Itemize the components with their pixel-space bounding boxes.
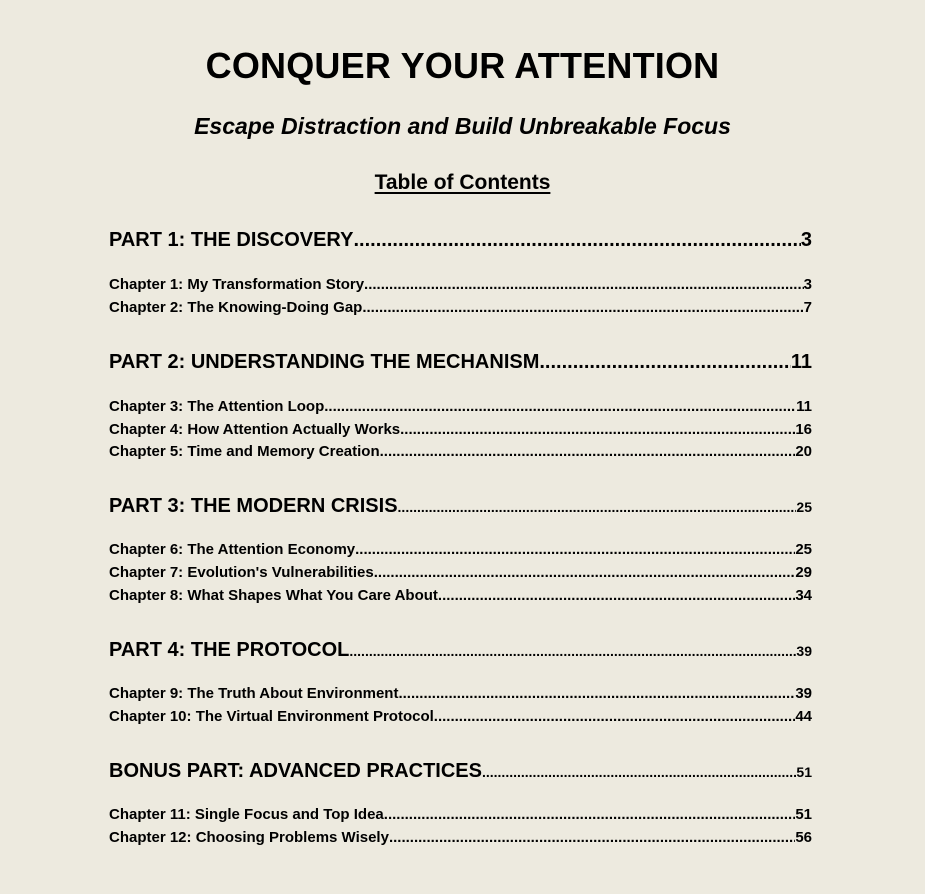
chapter-page-number: 51: [795, 806, 812, 823]
chapter-label: Chapter 4: How Attention Actually Works: [109, 421, 401, 438]
chapter-label: Chapter 1: My Transformation Story: [109, 276, 365, 293]
toc-part-2[interactable]: [109, 350, 812, 374]
chapter-label: Chapter 11: Single Focus and Top Idea: [109, 806, 384, 823]
chapter-label: Chapter 9: The Truth About Environment: [109, 685, 399, 702]
chapter-label: Chapter 6: The Attention Economy: [109, 541, 356, 558]
chapter-page-number: 16: [795, 421, 812, 438]
part-page-number: 11: [790, 351, 812, 373]
toc-chapter-8[interactable]: [109, 586, 812, 606]
part-page-number: 3: [800, 229, 812, 251]
chapter-label: Chapter 12: Choosing Problems Wisely: [109, 829, 389, 846]
chapter-page-number: 20: [795, 443, 812, 460]
toc-chapter-2[interactable]: [109, 298, 812, 318]
leader-dots: [355, 540, 795, 560]
toc-chapter-7[interactable]: [109, 563, 812, 583]
toc-chapter-11[interactable]: [109, 805, 812, 825]
chapter-page-number: 11: [796, 398, 812, 415]
toc-chapter-10[interactable]: [109, 707, 812, 727]
part-label: BONUS PART: ADVANCED PRACTICES: [109, 760, 482, 782]
chapter-page-number: 39: [795, 685, 812, 702]
toc-chapter-6[interactable]: [109, 540, 812, 560]
part-label: PART 3: THE MODERN CRISIS: [109, 495, 398, 517]
chapter-page-number: 44: [795, 708, 812, 725]
toc-part-3[interactable]: [109, 494, 812, 519]
document-subtitle: Escape Distraction and Build Unbreakable Focus: [194, 113, 731, 139]
leader-dots: [482, 760, 796, 784]
leader-dots: [349, 639, 796, 663]
part-page-number: 51: [796, 764, 812, 780]
part-page-number: 39: [796, 643, 812, 659]
leader-dots: [434, 707, 796, 727]
leader-dots: [384, 805, 796, 825]
part-label: PART 4: THE PROTOCOL: [109, 639, 350, 661]
toc-chapter-1[interactable]: [109, 275, 812, 295]
toc-heading: Table of Contents: [374, 171, 551, 194]
leader-dots: [353, 228, 800, 252]
leader-dots: [438, 586, 795, 606]
toc-part-bonus[interactable]: [109, 759, 812, 784]
leader-dots: [398, 495, 797, 519]
leader-dots: [380, 442, 796, 462]
leader-dots: [539, 350, 790, 374]
chapter-label: Chapter 5: Time and Memory Creation: [109, 443, 380, 460]
chapter-label: Chapter 7: Evolution's Vulnerabilities: [109, 564, 374, 581]
leader-dots: [374, 563, 796, 583]
leader-dots: [398, 684, 795, 704]
leader-dots: [364, 275, 804, 295]
chapter-page-number: 29: [795, 564, 812, 581]
chapter-page-number: 56: [795, 829, 812, 846]
toc-chapter-12[interactable]: [109, 828, 812, 848]
leader-dots: [389, 828, 795, 848]
chapter-page-number: 34: [795, 587, 812, 604]
document-title: CONQUER YOUR ATTENTION: [205, 45, 720, 86]
part-page-number: 25: [796, 499, 812, 515]
part-label: PART 2: UNDERSTANDING THE MECHANISM: [109, 351, 540, 373]
toc-chapter-3[interactable]: [109, 397, 812, 417]
chapter-label: Chapter 8: What Shapes What You Care About: [109, 587, 438, 604]
chapter-label: Chapter 2: The Knowing-Doing Gap: [109, 299, 363, 316]
chapter-page-number: 7: [803, 299, 812, 316]
leader-dots: [400, 420, 795, 440]
leader-dots: [362, 298, 803, 318]
toc-chapter-5[interactable]: [109, 442, 812, 462]
chapter-label: Chapter 10: The Virtual Environment Protocol: [109, 708, 434, 725]
chapter-page-number: 25: [795, 541, 812, 558]
part-label: PART 1: THE DISCOVERY: [109, 229, 354, 251]
toc-part-1[interactable]: [109, 228, 812, 252]
toc-chapter-4[interactable]: [109, 420, 812, 440]
chapter-page-number: 3: [803, 276, 812, 293]
toc-chapter-9[interactable]: [109, 684, 812, 704]
chapter-label: Chapter 3: The Attention Loop: [109, 398, 325, 415]
toc-part-4[interactable]: [109, 638, 812, 663]
leader-dots: [324, 397, 796, 417]
